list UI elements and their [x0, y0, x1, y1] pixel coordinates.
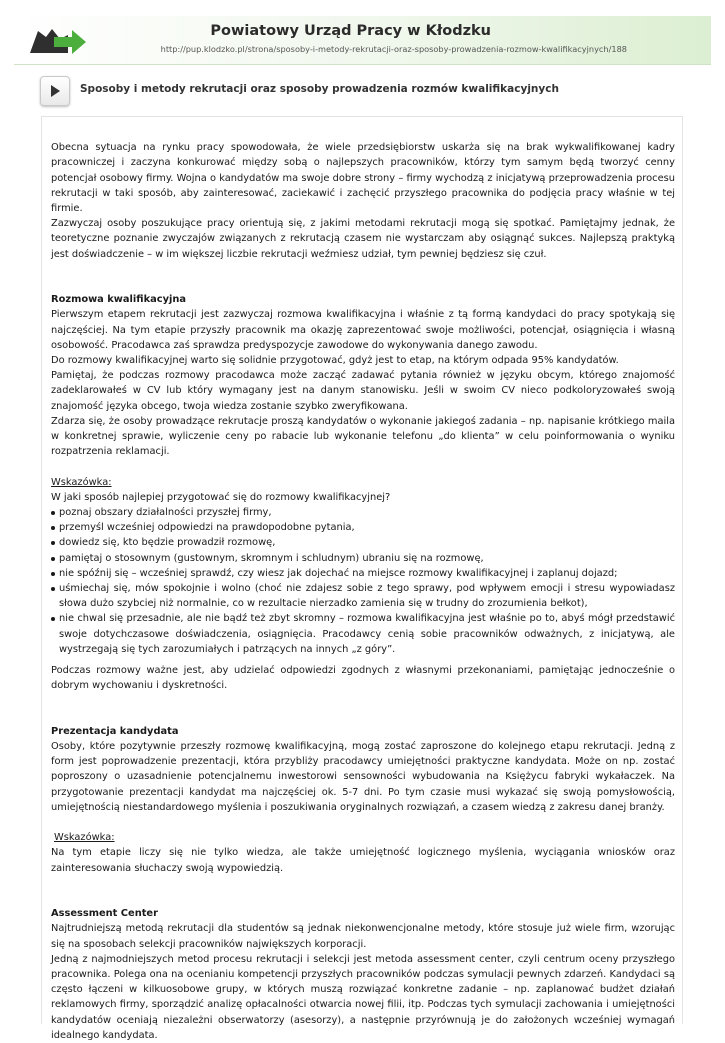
section-paragraph: Najtrudniejszą metodą rekrutacji dla studentów są jednak niekonwencjonalne metody, które stosuje już wiele firm, wzorując się na sposobach selekcji pracowników największych korporacji. — [51, 923, 675, 950]
page-title: Sposoby i metody rekrutacji oraz sposoby prowadzenia rozmów kwalifikacyjnych — [80, 83, 559, 95]
list-item: pamiętaj o stosownym (gustownym, skromnym i schludnym) ubraniu się na rozmowę, — [51, 551, 675, 566]
article-text — [51, 125, 675, 1043]
tip-question: W jaki sposób najlepiej przygotować się do rozmowy kwalifikacyjnej? — [51, 491, 391, 503]
chevron-right-icon — [49, 84, 61, 98]
section-heading: Rozmowa kwalifikacyjna — [51, 294, 187, 306]
list-item: nie spóźnij się – wcześniej sprawdź, czy wiesz jak dojechać na miejsce rozmowy kwalifikacyjnej i zaplanuj dojazd; — [51, 566, 675, 581]
section-paragraph: Osoby, które pozytywnie przeszły rozmowę kwalifikacyjną, mogą zostać zaproszone do kolejnego etapu rekrutacji. Jedną z form jest poprowadzenie prezentacji, która przybliży pracodawcy umiejętności praktyczne kandydata. Może on np. zostać poproszony o uzasadnienie potencjalnemu inwestorowi sensowności wybudowania na Księżycu fabryki wykałaczek. Na przygotowanie prezentacji kandydat ma najczęściej ok. 5-7 dni. Po tym czasie musi wykazać się swoją pomysłowością, umiejętnością niestandardowego myślenia i poszukiwania oryginalnych rozwiązań, a czasem wiedzą z zakresu danej branży. — [51, 741, 675, 813]
section-paragraph: Podczas rozmowy ważne jest, aby udzielać odpowiedzi zgodnych z własnymi przekonaniami, pamiętając jednocześnie o dobrym wychowaniu i dyskretności. — [51, 665, 675, 692]
list-item: przemyśl wcześniej odpowiedzi na prawdopodobne pytania, — [51, 520, 675, 535]
section-heading: Prezentacja kandydata — [51, 725, 179, 737]
page-title-row — [40, 76, 690, 106]
tip-label: Wskazówka: — [51, 476, 112, 488]
intro-paragraph: Zazwyczaj osoby poszukujące pracy orientują się, z jakimi metodami rekrutacji mogą się spotkać. Pamiętajmy jednak, że teoretyczne poznanie zwyczajów związanych z rekrutacją czasem nie wystarczam aby osiągnąć sukces. Najlepszą praktyką jest doświadczenie – w im większej liczbie rekrutacji weźmiesz udział, tym pewniej będziesz się czuł. — [51, 218, 675, 260]
list-item: dowiedz się, kto będzie prowadził rozmowę, — [51, 535, 675, 550]
section-paragraph: Pierwszym etapem rekrutacji jest zazwyczaj rozmowa kwalifikacyjna i właśnie z tą formą kandydaci do pracy spotykają się najczęściej. Na tym etapie przyszły pracownik ma okazję zaprezentować swoje możliwości, potencjał, osiągnięcia i własną osobowość. Pracodawca zaś sprawdza predyspozycje zawodowe do wykonywania danego zawodu. — [51, 309, 675, 351]
page-url: http://pup.klodzko.pl/strona/sposoby-i-metody-rekrutacji-oraz-sposoby-prowadzenia-rozmow-kwalifikacyjnych/188 — [160, 44, 627, 54]
section-paragraph: Pamiętaj, że podczas rozmowy pracodawca może zacząć zadawać pytania również w języku obcym, którego znajomość zadeklarowałeś w CV lub który wymagany jest na danym stanowisku. Jeśli w swoim CV nieco podkoloryzowałeś swoją znajomość języka obcego, twoja wiedza zostanie szybko zweryfikowana. — [51, 370, 675, 412]
section-paragraph: Zdarza się, że osoby prowadzące rekrutacje proszą kandydatów o wykonanie jakiegoś zadania – np. napisanie krótkiego maila w konkretnej sprawie, wyliczenie ceny po rabacie lub wykonanie telefonu „do klienta” w celu poinformowania o wyniku rozpatrzenia reklamacji. — [51, 415, 675, 458]
pup-logo-icon[interactable] — [28, 23, 88, 57]
list-item: nie chwal się przesadnie, ale nie bądź też zbyt skromny – rozmowa kwalifikacyjna jest właśnie po to, abyś mógł przedstawić swoje dotychczasowe doświadczenia, osiągnięcia. Pracodawcy cenią sobie pracowników odważnych, z inicjatywą, ale wystrzegają się tych zarozumiałych i patrzących na innych „z góry”. — [51, 611, 675, 657]
tip-text: Na tym etapie liczy się nie tylko wiedza, ale także umiejętność logicznego myślenia, wyciągania wniosków oraz zainteresowania słuchaczy swoją wypowiedzią. — [51, 847, 675, 874]
arrow-button[interactable] — [40, 76, 70, 106]
article-content — [41, 116, 683, 1041]
site-title: Powiatowy Urząd Pracy w Kłodzku — [210, 23, 491, 39]
tips-list — [51, 505, 675, 657]
site-header — [14, 16, 711, 65]
section-paragraph: Do rozmowy kwalifikacyjnej warto się solidnie przygotować, gdyż jest to etap, na którym odpada 95% kandydatów. — [51, 355, 619, 367]
list-item: poznaj obszary działalności przyszłej firmy, — [51, 505, 675, 520]
intro-paragraph: Obecna sytuacja na rynku pracy spowodowała, że wiele przedsiębiorstw uskarża się na brak wykwalifikowanej kadry pracowniczej i zaczyna konkurować między sobą o najlepszych pracowników, którzy tym samym będą tworzyć cenny potencjał osobowy firmy. Wojna o kandydatów ma swoje dobre strony – firmy wychodzą z inicjatywą przeprowadzenia procesu rekrutacji w taki sposób, aby zainteresować, zaciekawić i zachęcić przyszłego pracownika do podjęcia pracy właśnie w tej firmie. — [51, 142, 675, 214]
tip-label: Wskazówka: — [54, 832, 115, 844]
section-paragraph: Jedną z najmodniejszych metod procesu rekrutacji i selekcji jest metoda assessment center, czyli centrum oceny przyszłego pracownika. Polega ona na ocenianiu kompetencji przyszłych pracowników podczas symulacji pewnych zdarzeń. Kandydaci są często łączeni w kilkuosobowe grupy, w których muszą rozwiązać konkretne zadanie – np. zaplanować budżet działań reklamowych firmy, sporządzić analizę opłacalności otwarcia nowej filii, itp. Podczas tych symulacji zachowania i umiejętności kandydatów oceniają niezależni obserwatorzy (asesorzy), a następnie przyrównują je do założonych wcześniej wymagań idealnego kandydata. — [51, 953, 675, 1041]
list-item: uśmiechaj się, mów spokojnie i wolno (choć nie zdajesz sobie z tego sprawy, pod wpływem emocji i stresu wypowiadasz słowa dużo szybciej niż normalnie, co w rezultacie nierzadko zamienia się w trudny do zrozumienia bełkot), — [51, 581, 675, 611]
section-heading: Assessment Center — [51, 908, 158, 920]
